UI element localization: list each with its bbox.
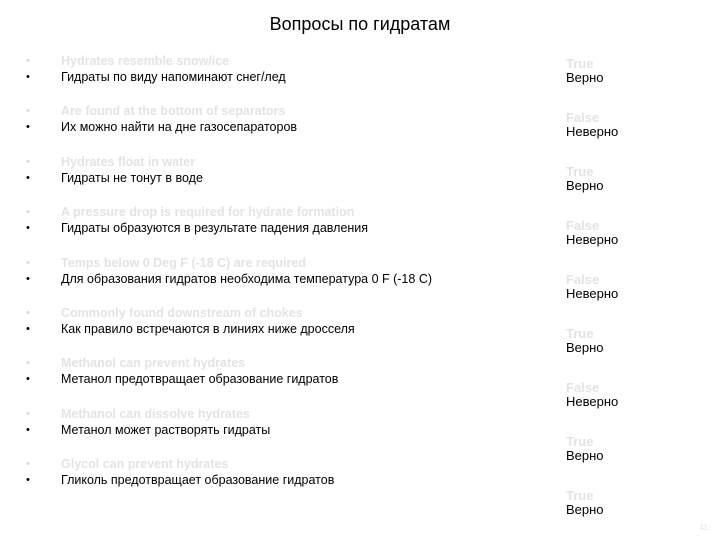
answer-russian: Неверно [566, 394, 619, 409]
answer-russian: Верно [566, 178, 604, 193]
answer-english: True [566, 326, 594, 341]
answer-item [566, 434, 676, 488]
bullet-icon: • [26, 171, 30, 184]
question-russian: Метанол может растворять гидраты [61, 422, 271, 437]
answer-english: False [566, 110, 600, 125]
question-russian: Для образования гидратов необходима температура 0 F (-18 C) [61, 271, 433, 286]
bullet-icon: • [26, 55, 30, 67]
bullet-icon: • [26, 423, 30, 436]
bullet-icon: • [26, 407, 30, 420]
bullet-icon: • [26, 272, 30, 285]
answer-russian: Верно [566, 70, 604, 85]
answer-item [566, 272, 676, 326]
bullet-icon: • [26, 121, 30, 134]
question-russian: Как правило встречаются в линиях ниже дросселя [61, 321, 355, 336]
bullet-icon: • [26, 474, 30, 487]
question-english: Temps below 0 Deg F (-18 C) are required [61, 255, 306, 270]
bullet-icon: • [26, 322, 30, 335]
answer-english: True [566, 488, 594, 503]
answer-english: True [566, 164, 594, 179]
question-russian: Гидраты образуются в результате падения давления [61, 221, 369, 236]
bullet-icon: • [26, 373, 30, 386]
answer-russian: Неверно [566, 286, 619, 301]
question-russian: Гликоль предотвращает образование гидратов [61, 473, 335, 488]
answer-item [566, 218, 676, 272]
bullet-icon: • [26, 71, 30, 83]
question-english: A pressure drop is required for hydrate formation [61, 205, 355, 220]
bullet-icon: • [26, 105, 30, 118]
answer-list [566, 56, 676, 542]
question-english: Methanol can dissolve hydrates [61, 406, 250, 421]
answer-russian: Неверно [566, 232, 619, 247]
question-russian: Гидраты не тонут в воде [61, 170, 203, 185]
answer-russian: Верно [566, 340, 604, 355]
question-english: Glycol can prevent hydrates [61, 457, 229, 472]
bullet-icon: • [26, 357, 30, 370]
question-english: Hydrates resemble snow/ice [61, 54, 230, 68]
answer-russian: Неверно [566, 124, 619, 139]
answer-english: False [566, 218, 600, 233]
answer-item [566, 56, 676, 110]
answer-item [566, 110, 676, 164]
question-russian: Метанол предотвращает образование гидратов [61, 372, 339, 387]
answer-english: False [566, 380, 600, 395]
question-english: Hydrates float in water [61, 154, 196, 169]
answer-russian: Верно [566, 448, 604, 463]
answer-english: True [566, 434, 594, 449]
bullet-icon: • [26, 206, 30, 219]
answer-english: True [566, 56, 594, 71]
answer-item [566, 326, 676, 380]
answer-english: False [566, 272, 600, 287]
page-number: 41 [699, 523, 708, 532]
answer-item [566, 488, 676, 542]
answer-item [566, 380, 676, 434]
question-english: Methanol can prevent hydrates [61, 356, 246, 371]
bullet-icon: • [26, 155, 30, 168]
question-english: Commonly found downstream of chokes [61, 305, 303, 320]
question-russian: Их можно найти на дне газосепараторов [61, 120, 298, 135]
bullet-icon: • [26, 306, 30, 319]
answer-russian: Верно [566, 502, 604, 517]
question-english: Are found at the bottom of separators [61, 104, 286, 119]
bullet-icon: • [26, 458, 30, 471]
answer-item [566, 164, 676, 218]
slide-title: Вопросы по гидратам [269, 14, 451, 34]
bullet-icon: • [26, 256, 30, 269]
question-russian: Гидраты по виду напоминают снег/лед [61, 70, 286, 84]
bullet-icon: • [26, 222, 30, 235]
